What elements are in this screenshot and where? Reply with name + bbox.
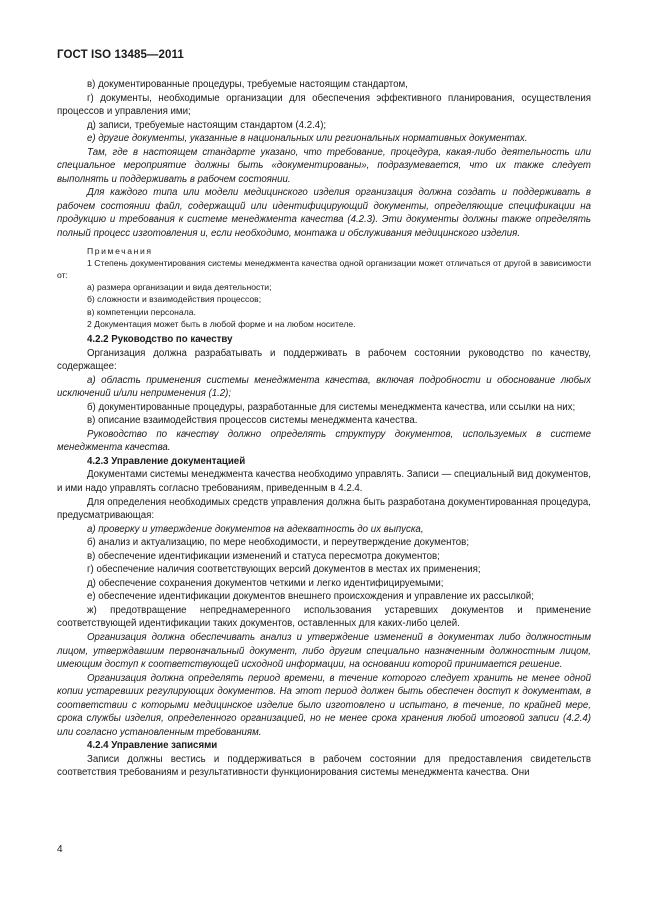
paragraph: Организация должна определять период времени, в течение которого следует хранить не менее одной копии устаревших регулирующих документов. На этот период должен быть обеспечен доступ к документам, в соответствии с которыми медицинское изделие было изготовлено и испытано, в течение, по крайней мере, срока службы изделия, определенного организацией, но не менее срока хранения любой итоговой записи (4.2.4) или согласно установленным требованиям. [57,672,591,738]
list-item: д) записи, требуемые настоящим стандартом (4.2.4); [87,119,327,131]
list-item: в) описание взаимодействия процессов системы менеджмента качества. [87,415,418,427]
list-item: г) документы, необходимые организации для обеспечения эффективного планирования, осуществления процессов и управления ими; [57,92,591,118]
note-item: 2 Документация может быть в любой форме и на любом носителе. [87,318,356,329]
paragraph: Для определения необходимых средств управления должна быть разработана документированная процедура, предусматривающая: [57,496,591,522]
list-item: д) обеспечение сохранения документов четкими и легко идентифицируемыми; [87,577,444,589]
paragraph: Для каждого типа или модели медицинского изделия организация должна создать и поддерживать в рабочем состоянии файл, содержащий или идентифицирующий документы, определяющие спецификации на продукцию и требования к системе менеджмента качества (4.2.3). Эти документы должны также определять полный процесс изготовления и, если необходимо, монтажа и обслуживания медицинского изделия. [57,187,591,240]
list-item: б) документированные процедуры, разработанные для системы менеджмента качества, или ссылки на них; [87,401,576,413]
list-item: а) проверку и утверждение документов на адекватность до их выпуска, [87,523,424,535]
note-item: а) размера организации и вида деятельности; [87,282,272,293]
list-item: г) обеспечение наличия соответствующих версий документов в местах их применения; [87,564,481,576]
section-heading-4-2-3: 4.2.3 Управление документацией [87,455,246,467]
list-item: а) область применения системы менеджмента качества, включая подробности и обоснование любых исключений и/или неприменения (1.2); [57,374,591,400]
note-item: 1 Степень документирования системы менеджмента качества одной организации может отличаться от другой в зависимости от: [57,257,591,280]
paragraph: Записи должны вестись и поддерживаться в рабочем состоянии для предоставления свидетельств соответствия требованиям и результативности функционирования системы менеджмента качества. Они [57,753,591,779]
paragraph: Там, где в настоящем стандарте указано, что требование, процедура, какая-либо деятельность или специальное мероприятие должны быть «документированы», подразумевается, что их также следует выполнять и поддерживать в рабочем состоянии. [57,146,591,185]
list-item: е) другие документы, указанные в национальных или региональных нормативных документах. [87,133,528,145]
list-item: в) документированные процедуры, требуемые настоящим стандартом, [87,79,408,90]
list-item: е) обеспечение идентификации документов внешнего происхождения и управление их рассылкой; [87,591,534,603]
paragraph: Организация должна обеспечивать анализ и утверждение изменений в документах либо должностным лицом, утверждавшим первоначальный документ, либо другим специально назначенным должностным лицом, имеющим доступ к соответствующей исходной информации, на основании которой принимается решение. [57,632,591,671]
section-heading-4-2-4: 4.2.4 Управление записями [87,740,218,752]
notes-title: Примечания [87,245,153,256]
note-item: б) сложности и взаимодействия процессов; [87,294,262,305]
paragraph: Документами системы менеджмента качества необходимо управлять. Записи — специальный вид документов, и ими надо управлять согласно требованиям, приведенным в 4.2.4. [57,469,591,494]
list-item: б) анализ и актуализацию, по мере необходимости, и переутверждение документов; [87,537,470,549]
list-item: ж) предотвращение непреднамеренного использования устаревших документов и применение соответствующей идентификации таких документов, оставленных для каких-либо целей. [57,604,591,630]
list-item: в) обеспечение идентификации изменений и статуса пересмотра документов; [87,550,440,562]
page-header-standard-code: ГОСТ ISO 13485—2011 [57,49,184,61]
note-item: в) компетенции персонала. [87,306,196,317]
page-number: 4 [57,844,63,855]
paragraph: Руководство по качеству должно определять структуру документов, используемых в системе менеджмента качества. [57,428,591,454]
paragraph: Организация должна разрабатывать и поддерживать в рабочем состоянии руководство по качеству, содержащее: [57,347,591,373]
document-body [57,78,591,780]
section-heading-4-2-2: 4.2.2 Руководство по качеству [87,333,233,345]
